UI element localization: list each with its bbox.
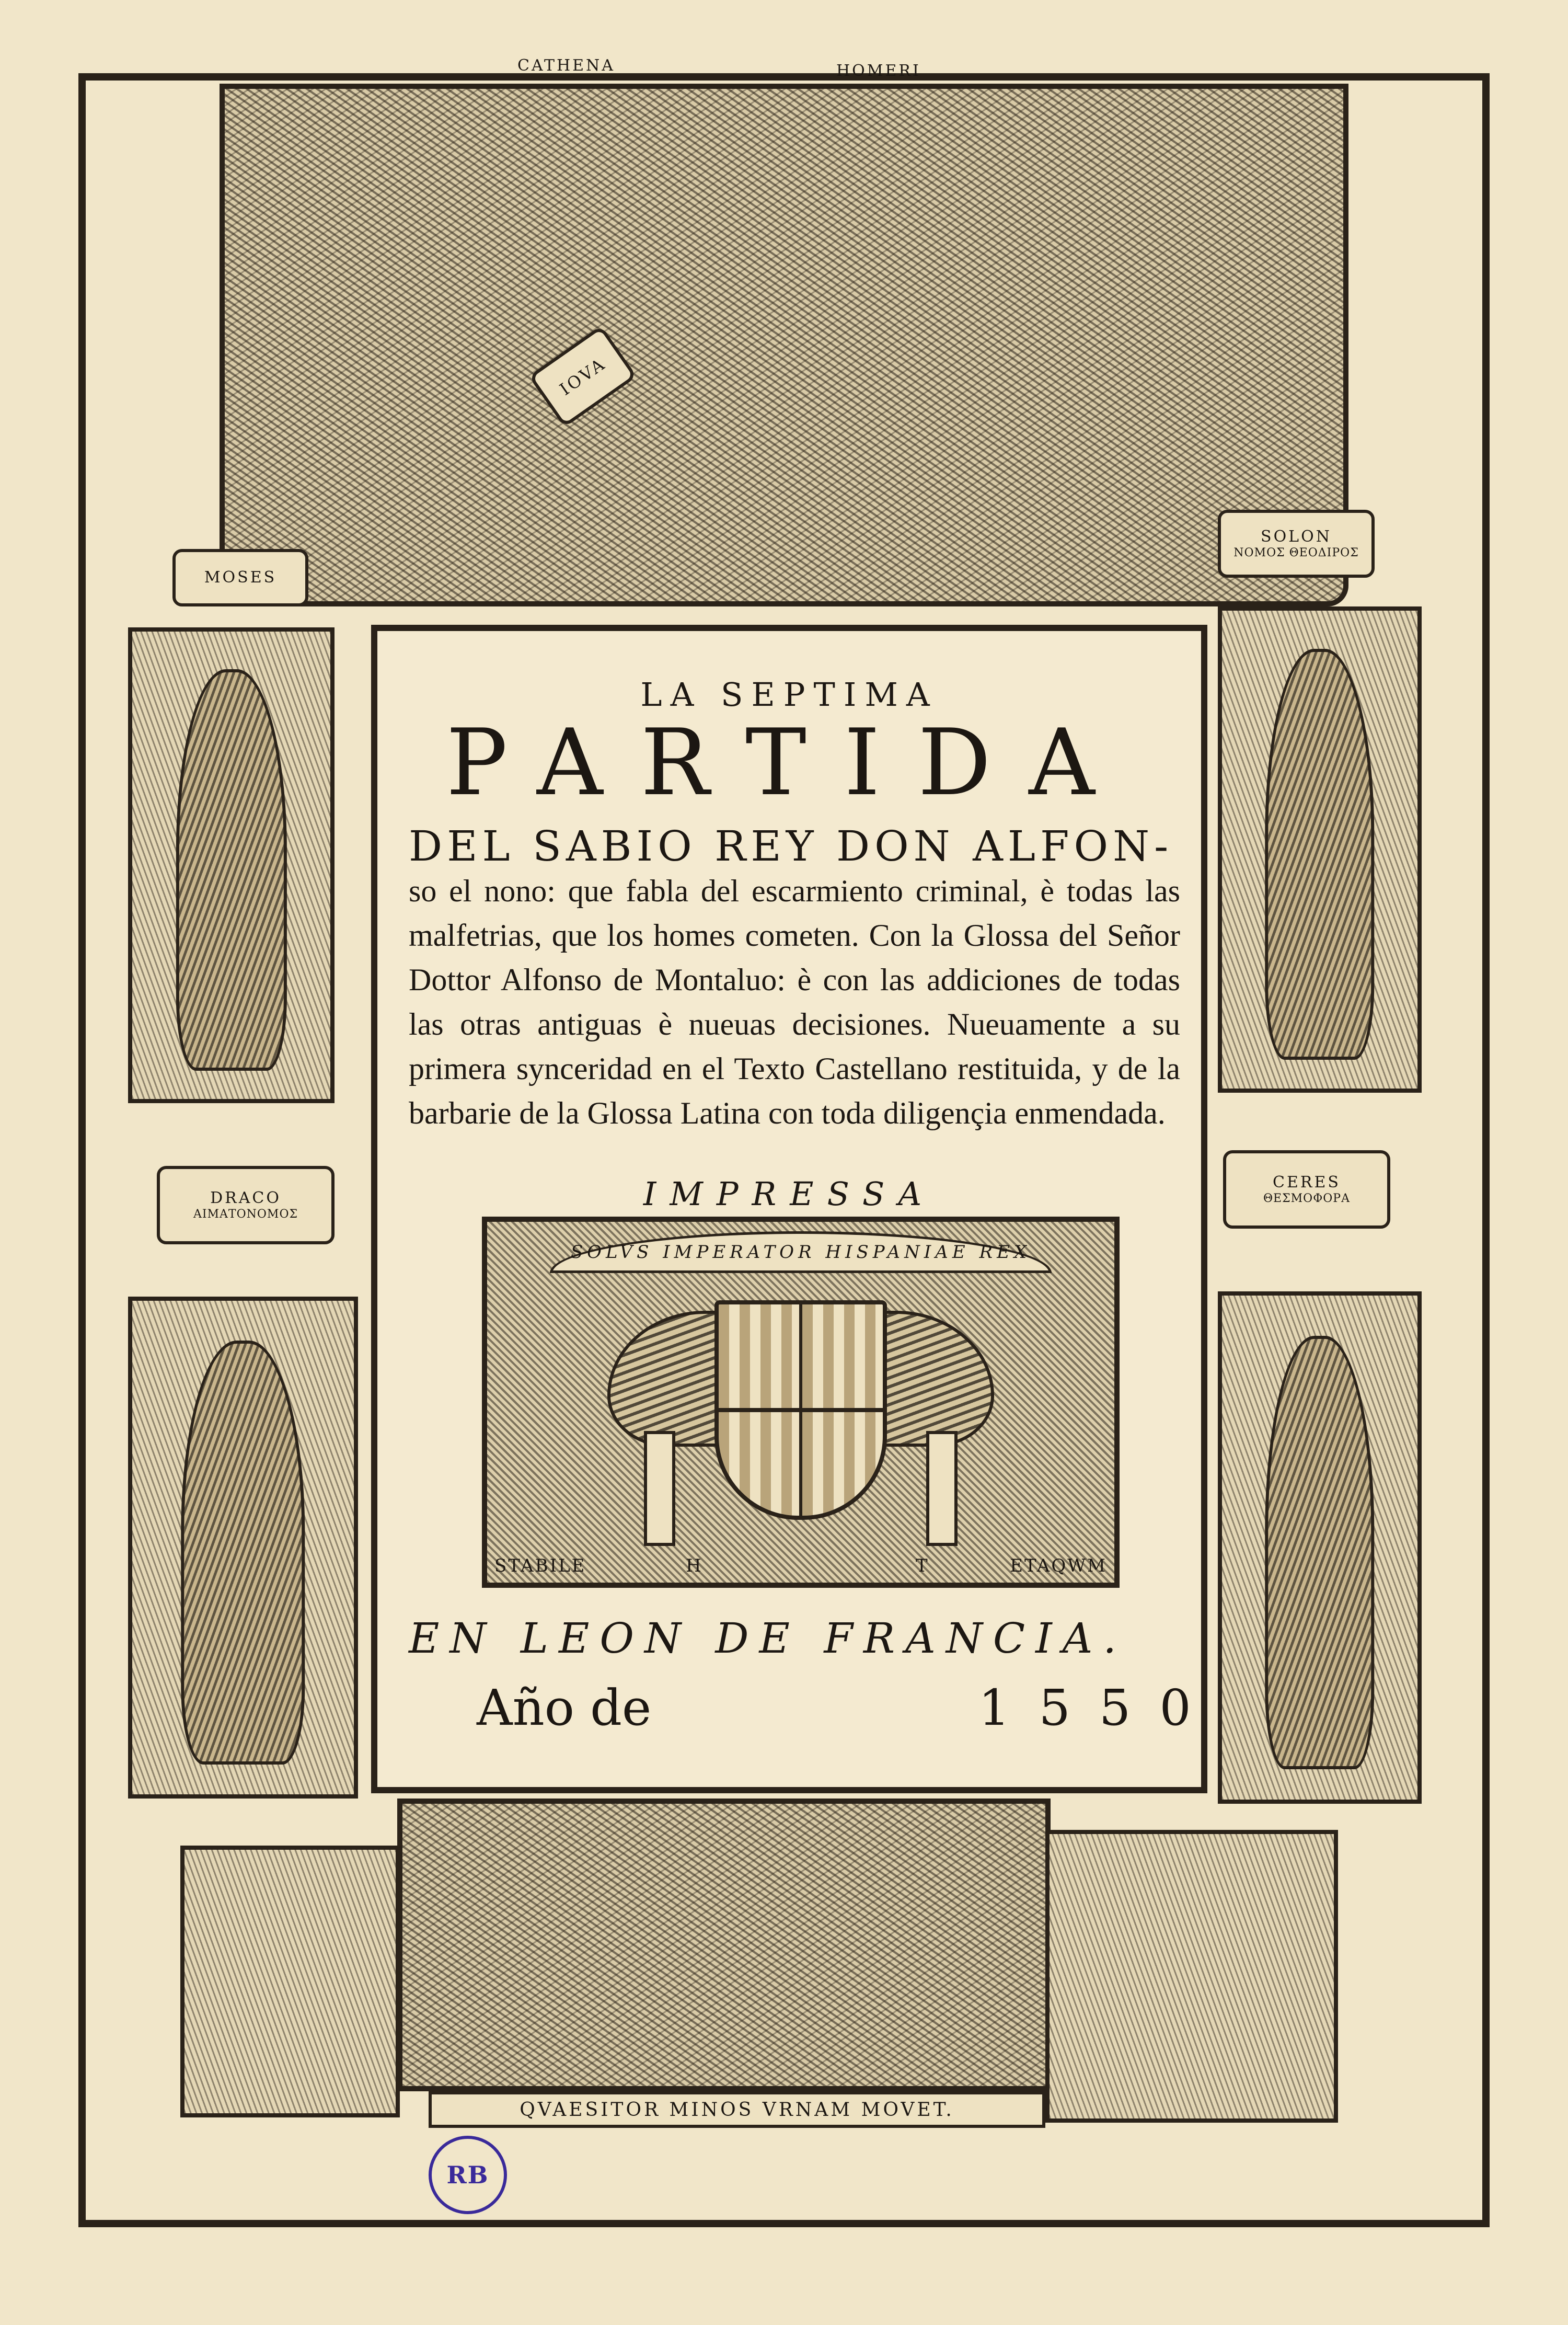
draco-subtitle: ΑΙΜΑΤΟΝΟΜΟΣ: [193, 1207, 298, 1221]
bottom-left-scene: [180, 1846, 400, 2117]
impressa-label: IMPRESSA: [643, 1175, 936, 1213]
motto-text: QVAESITOR MINOS VRNAM MOVET.: [520, 2099, 954, 2121]
coat-of-arms-shield: [714, 1300, 887, 1520]
arms-foot-mid-left: H: [686, 1555, 703, 1576]
left-lower-panel: [128, 1297, 358, 1799]
arms-foot-mid-right: T: [916, 1555, 929, 1576]
ceres-cartouche: [1223, 1150, 1390, 1229]
right-pillar: [926, 1431, 958, 1546]
stamp-monogram: RB: [446, 2161, 489, 2189]
imprint-year-label: Año de: [477, 1679, 652, 1737]
left-upper-panel: [128, 627, 335, 1103]
moses-figure: [176, 669, 286, 1071]
draco-figure: [181, 1341, 305, 1765]
left-pillar: [644, 1431, 675, 1546]
moses-cartouche: [172, 549, 308, 606]
homeri-label: HOMERI: [836, 62, 921, 80]
arms-foot-left: STABILE: [494, 1555, 586, 1576]
draco-label: DRACO: [210, 1189, 281, 1208]
imprint-year: 1550: [978, 1679, 1220, 1737]
solon-figure: [1265, 649, 1374, 1060]
draco-cartouche: [157, 1166, 335, 1244]
title-subtitle-line: DEL SABIO REY DON ALFON-: [409, 822, 1173, 871]
imprint-city: EN LEON DE FRANCIA.: [409, 1614, 1127, 1663]
title-description: so el nono: que fabla del escarmiento criminal, è todas las malfetrias, que los homes cometen. Con la Glossa del Señor Dottor Alfonso de Montaluo: è con las addiciones de todas las otras antiguas è nueuas decisiones. Nueuamente a su primera synceridad en el Texto Castellano restituida, y de la barbarie de la Glossa Latina con toda diligençia enmendada.: [409, 874, 1180, 1130]
arms-foot-right: ETAQWM: [1010, 1555, 1107, 1576]
solon-subtitle: ΝΟΜΟΣ ΘΕΟΔΙΡΟΣ: [1233, 546, 1359, 559]
title-text-panel: [371, 625, 1220, 1793]
arms-banner: SOLVS IMPERATOR HISPANIAE REX: [550, 1231, 1052, 1273]
iova-text: IOVA: [556, 353, 609, 399]
royal-arms-engraving: [482, 1217, 1120, 1588]
right-lower-panel: [1218, 1291, 1422, 1804]
title-small: LA SEPTIMA: [640, 675, 938, 714]
library-stamp: [429, 2136, 507, 2214]
motto-band: [429, 2091, 1045, 2128]
solon-label: SOLON: [1261, 528, 1332, 546]
bottom-right-scene: [1045, 1830, 1338, 2123]
right-upper-panel: [1218, 606, 1422, 1093]
solon-cartouche: [1218, 510, 1375, 578]
ceres-label: CERES: [1273, 1173, 1341, 1192]
ceres-figure: [1265, 1336, 1374, 1769]
bottom-center-scene: [397, 1799, 1051, 2091]
cathena-label: CATHENA: [517, 56, 615, 75]
moses-label: MOSES: [204, 568, 277, 587]
title-main: PARTIDA: [446, 710, 1133, 816]
top-scene-engraving: [220, 84, 1348, 606]
ceres-subtitle: ΘΕΣΜΟΦΟΡΑ: [1263, 1192, 1350, 1205]
